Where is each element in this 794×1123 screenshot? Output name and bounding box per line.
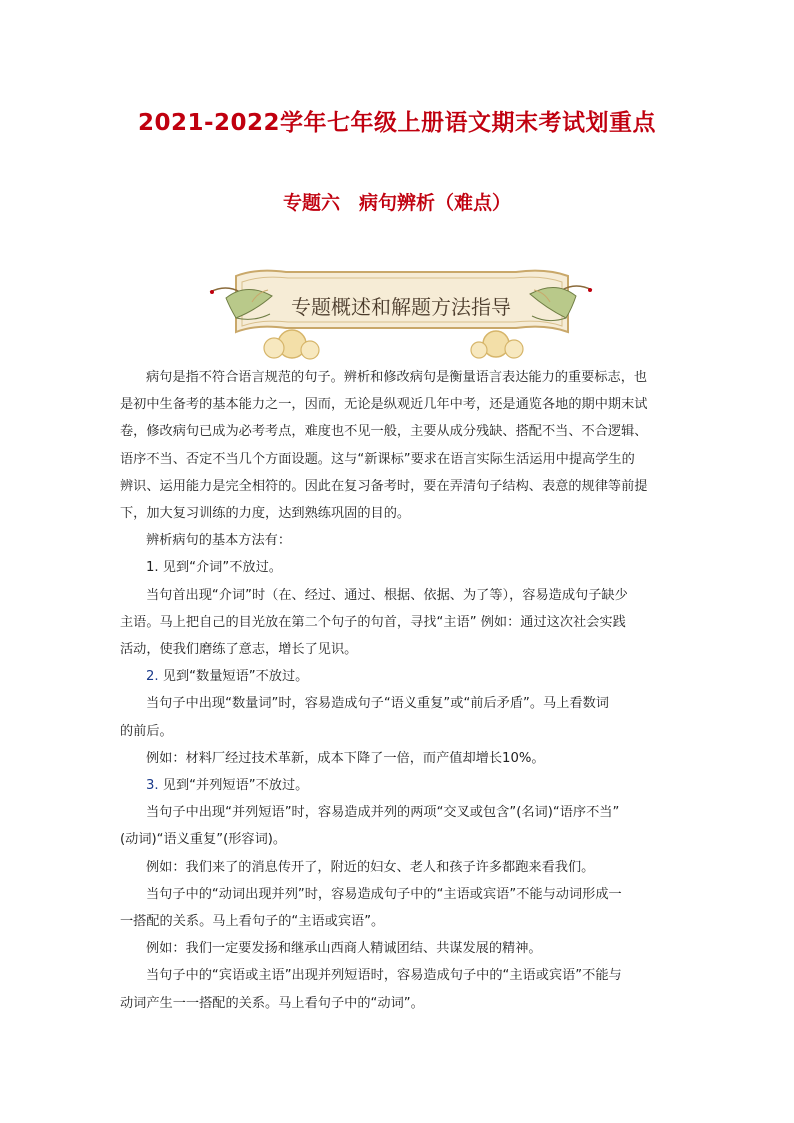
paragraph-line: (动词)“语义重复”(形容词)。: [120, 832, 287, 848]
paragraph-line: 是初中生备考的基本能力之一，因而，无论是纵观近几年中考，还是通览各地的期中期末试: [120, 397, 648, 413]
heading-number: 3.: [146, 778, 159, 794]
paragraph-line: 语序不当、否定不当几个方面设题。这与“新课标”要求在语言实际生活运用中提高学生的: [120, 451, 635, 467]
topic-subtitle: 专题六 病句辨析（难点）: [282, 192, 511, 214]
paragraph-line: 当句首出现“介词”时（在、经过、通过、根据、依据、为了等），容易造成句子缺少: [146, 587, 628, 603]
heading-text: 见到“数量短语”不放过。: [162, 669, 309, 685]
paragraph-line: 的前后。: [120, 723, 173, 739]
paragraph-line: 下，加大复习训练的力度，达到熟练巩固的目的。: [120, 506, 411, 522]
banner-heading: 专题概述和解题方法指导: [291, 295, 511, 319]
method-heading-3: [120, 772, 686, 799]
paragraph-line: 主语。马上把自己的目光放在第二个句子的句首，寻找“主语” 例如：通过这次社会实践: [120, 614, 626, 630]
paragraph-line: 辨识、运用能力是完全相符的。因此在复习备考时，要在弄清句子结构、表意的规律等前提: [120, 478, 648, 494]
example-line: 例如：材料厂经过技术革新，成本下降了一倍，而产值却增长10%。: [146, 750, 545, 766]
paragraph-line: 动词产生一一搭配的关系。马上看句子中的“动词”。: [120, 995, 424, 1011]
document-title: 2021-2022学年七年级上册语文期末考试划重点: [137, 110, 657, 136]
paragraph-line: 卷，修改病句已成为必考考点，难度也不见一般，主要从成分残缺、搭配不当、不合逻辑、: [120, 424, 648, 440]
example-line: 例如：我们来了的消息传开了，附近的妇女、老人和孩子许多都跑来看我们。: [146, 859, 595, 875]
document-body: [120, 364, 686, 1017]
example-line: 例如：我们一定要发扬和继承山西商人精诚团结、共谋发展的精神。: [146, 941, 542, 957]
paragraph-line: 当句子中的“动词出现并列”时，容易造成句子中的“主语或宾语”不能与动词形成一: [146, 886, 622, 902]
paragraph-line: 一搭配的关系。马上看句子的“主语或宾语”。: [120, 914, 385, 930]
paragraph-line: 当句子中出现“并列短语”时，容易造成并列的两项“交叉或包含”(名词)“语序不当”: [146, 805, 620, 821]
heading-number: 2.: [146, 669, 159, 685]
paragraph-line: 活动，使我们磨练了意志，增长了见识。: [120, 642, 358, 658]
paragraph-line: 当句子中出现“数量词”时，容易造成句子“语义重复”或“前后矛盾”。马上看数词: [146, 696, 609, 712]
paragraph-line: 辨析病句的基本方法有：: [146, 533, 292, 549]
cloud-ornament-icon: [264, 330, 523, 359]
paragraph-line: 当句子中的“宾语或主语”出现并列短语时，容易造成句子中的“主语或宾语”不能与: [146, 968, 622, 984]
method-heading-2: [120, 663, 686, 690]
method-heading-1: 1. 见到“介词”不放过。: [146, 560, 282, 576]
paragraph-line: 病句是指不符合语言规范的句子。辨析和修改病句是衡量语言表达能力的重要标志，也: [146, 370, 648, 385]
heading-text: 见到“并列短语”不放过。: [162, 778, 309, 794]
